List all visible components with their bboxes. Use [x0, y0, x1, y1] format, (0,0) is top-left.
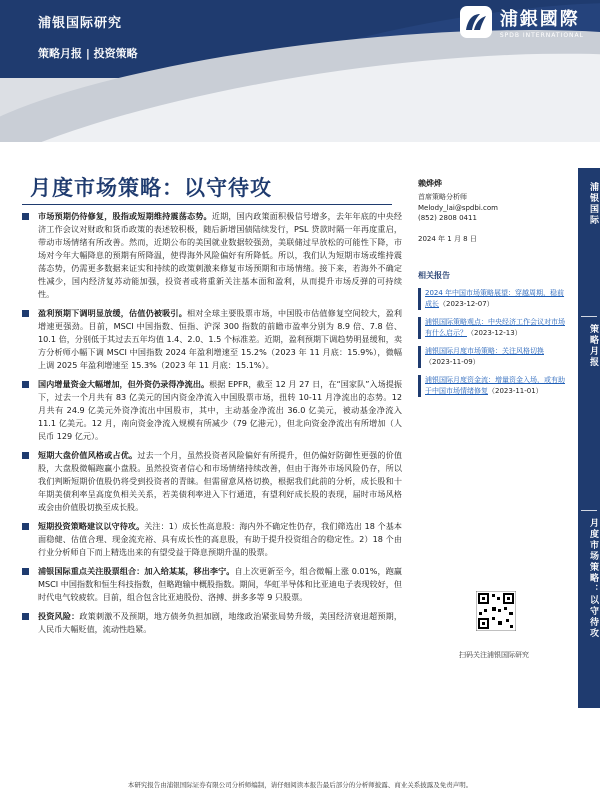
main-content: [22, 210, 402, 642]
bullet-heading: 短期大盘价值风格或占优。: [38, 450, 138, 460]
analyst-phone: (852) 2808 0411: [418, 214, 477, 222]
bullet-square-icon: [22, 381, 29, 388]
header-org: 浦银国际研究: [38, 16, 123, 31]
header-text: [38, 12, 138, 61]
logo-chinese-name: 浦銀國際: [499, 9, 580, 30]
bullet-heading: 短期投资策略建议以守待攻。: [38, 521, 145, 531]
bullet-square-icon: [22, 613, 29, 620]
related-bar: [418, 346, 421, 368]
related-report-link[interactable]: 2024 年中国市场策略展望：穿越周期，稳前成长: [425, 289, 565, 308]
related-report-item: [418, 375, 570, 397]
side-label-org: 浦银国际: [588, 182, 598, 226]
bullet-heading: 浦银国际重点关注股票组合：加入给某某，移出李宁。: [38, 566, 235, 576]
title-rule: [22, 204, 392, 205]
bullet-body: 相对全球主要股票市场，中国股市估值修复空间较大，盈利增速更强劲。目前，MSCI 中国指数、恒指、沪深 300 指数的前瞻市盈率分别为 8.9 倍、7.8 倍、10.1 倍，分别低于其过去五年均值 1.4、2.0、1.5 个标准差。近期，盈利预期下调趋势明显缓和，卖方分析师小幅下调 MSCI 中国指数 2024 年盈利增速至 15.2%（2023 年 11 月底：15.9%），微幅上调 2025 年盈利增速至 15.3%（2023 年 11 月底：15.1%）。: [38, 308, 402, 370]
spdb-logo-icon: [458, 4, 494, 40]
related-report-date: （2023-11-09）: [425, 358, 480, 366]
bullet-fund-flows: [22, 378, 402, 443]
bullet-heading: 盈利预期下调明显放缓，估值仍被吸引。: [38, 308, 187, 318]
related-report-link[interactable]: 浦银国际策略观点：中央经济工作会议对市场有什么启示？: [425, 318, 565, 337]
brand-logo: [458, 4, 584, 40]
bullet-square-icon: [22, 452, 29, 459]
related-bar: [418, 317, 421, 339]
side-divider: [581, 510, 597, 511]
report-title: 月度市场策略：以守待攻: [30, 176, 272, 200]
related-report-date: （2023-12-07）: [439, 300, 494, 308]
bullet-square-icon: [22, 213, 29, 220]
analyst-role: 首席策略分析师: [418, 193, 467, 201]
bullet-heading: 市场预期仍待修复，股指或短期维持震荡态势。: [38, 211, 212, 221]
related-bar: [418, 375, 421, 397]
related-bar: [418, 288, 421, 310]
bullet-strategy: [22, 520, 402, 559]
bullet-heading: 国内增量资金大幅增加，但外资仍录得净流出。: [38, 379, 210, 389]
report-date: 2024 年 1 月 8 日: [418, 235, 477, 243]
bullet-portfolio: [22, 565, 402, 604]
bullet-square-icon: [22, 310, 29, 317]
bullet-style: [22, 449, 402, 514]
header-subtitle: 策略月报 | 投资策略: [38, 47, 138, 60]
related-report-item: [418, 346, 570, 368]
side-divider: [581, 316, 597, 317]
related-report-item: [418, 317, 570, 339]
bullet-body: 过去一个月，虽然投资者风险偏好有所提升，但仍偏好防御性更强的价值股，大盘股微幅跑赢小盘股。虽然投资者信心和市场情绪持续改善，但由于海外市场风险仍存，所以我们判断短期价值股仍将受到投资者的青睐。但需留意风格切换，根据我们此前的分析，成长股和十年期美债利率呈高度负相关关系，若美债利率进入下行通道，有望利好成长股的表现，届时市场风格或会由价值股切换至成长股。: [38, 450, 402, 512]
related-report-item: [418, 288, 570, 310]
logo-english-name: SPDB INTERNATIONAL: [499, 32, 584, 39]
bullet-body: 关注：1）成长性高息股：海内外不确定性仍存，我们筛选出 18 个基本面稳健、估值合理、现金流充裕、具有成长性的高息股，有助于提升投资组合的稳定性。2）18 个由行业分析师自下而上精选出来的有望受益于降息预期升温的股票。: [38, 521, 402, 557]
bullet-body: 根据 EPFR，截至 12 月 27 日，在“国家队”入场提振下，过去一个月共有 83 亿美元的国内资金净流入中国股票市场，扭转 10-11 月净流出的态势。12 月共有 24.9 亿美元外资净流出中国股市，其中，主动基金净流出 36.0 亿美元，被动基金净流入 11.1 亿美元。12 月，南向资金净流入规模有所减少（79 亿港元），但北向资金净流出有所增加（人民币 129 亿元）。: [38, 379, 402, 441]
sidebar-info: [418, 178, 570, 397]
bullet-square-icon: [22, 523, 29, 530]
header-banner: [0, 0, 600, 142]
vertical-side-bar: [578, 168, 600, 708]
bullet-body: 自上次更新至今，组合微幅上涨 0.01%，跑赢 MSCI 中国指数和恒生科技指数，但略跑输中概股指数。期间，华虹半导体和比亚迪电子表现较好，但时代电气较疲软。目前，组合包含比亚迪股份、洛搏、拼多多等 9 只股票。: [38, 566, 402, 602]
side-label-title: 月度市场策略：以守待攻: [588, 518, 598, 639]
bullet-risks: [22, 610, 402, 636]
related-report-link[interactable]: 浦银国际月度市场策略：关注风格切换: [425, 347, 544, 355]
bullet-market-outlook: [22, 210, 402, 301]
qr-caption: 扫码关注浦银国际研究: [459, 651, 529, 659]
disclaimer-footer: 本研究报告由浦银国际证券有限公司分析师编制，请仔细阅读本报告最后部分的分析师披露、商业关系披露及免责声明。: [127, 781, 473, 789]
analyst-name: 赖烨烨: [418, 179, 442, 188]
related-report-link[interactable]: 浦银国际月度资金流：增量资金入场，或有助于中国市场情绪修复: [425, 376, 565, 395]
side-label-type: 策略月报: [588, 324, 598, 368]
qr-code-icon[interactable]: [476, 591, 516, 631]
bullet-earnings: [22, 307, 402, 372]
bullet-body: 近期，国内政策面积极信号增多，去年年底的中央经济工作会议对财政和货币政策的表述较积极，随后新增国债陆续发行，PSL 贷款时隔一年再度重启，带动市场情绪有所改善。然而，近期公布的美国就业数据较强劲，美联储过早放松的可能性下降，市场对今年大幅降息的预期有所降温，使得海外风险偏好有所降低。所以，我们认为短期市场或维持震荡态势，仍需更多数据来证实和持续的政策刺激来修复市场预期和市场情绪。接下来，若海外不确定性减少，国内经济复苏动能加强，投资者或将重新关注基本面和盈利，从而提升市场反弹的可持续性。: [38, 211, 402, 299]
related-report-date: （2023-11-01）: [488, 387, 543, 395]
related-reports-title: 相关报告: [418, 271, 450, 280]
analyst-email-link[interactable]: Melody_lai@spdbi.com: [418, 204, 498, 212]
bullet-body: 政策刺激不及预期，地方债务负担加剧，地缘政治紧张局势升级，美国经济衰退超预期，人民币大幅贬值，流动性趋紧。: [38, 611, 402, 634]
related-report-date: （2023-12-13）: [467, 329, 522, 337]
bullet-heading: 投资风险：: [38, 611, 80, 621]
bullet-square-icon: [22, 568, 29, 575]
